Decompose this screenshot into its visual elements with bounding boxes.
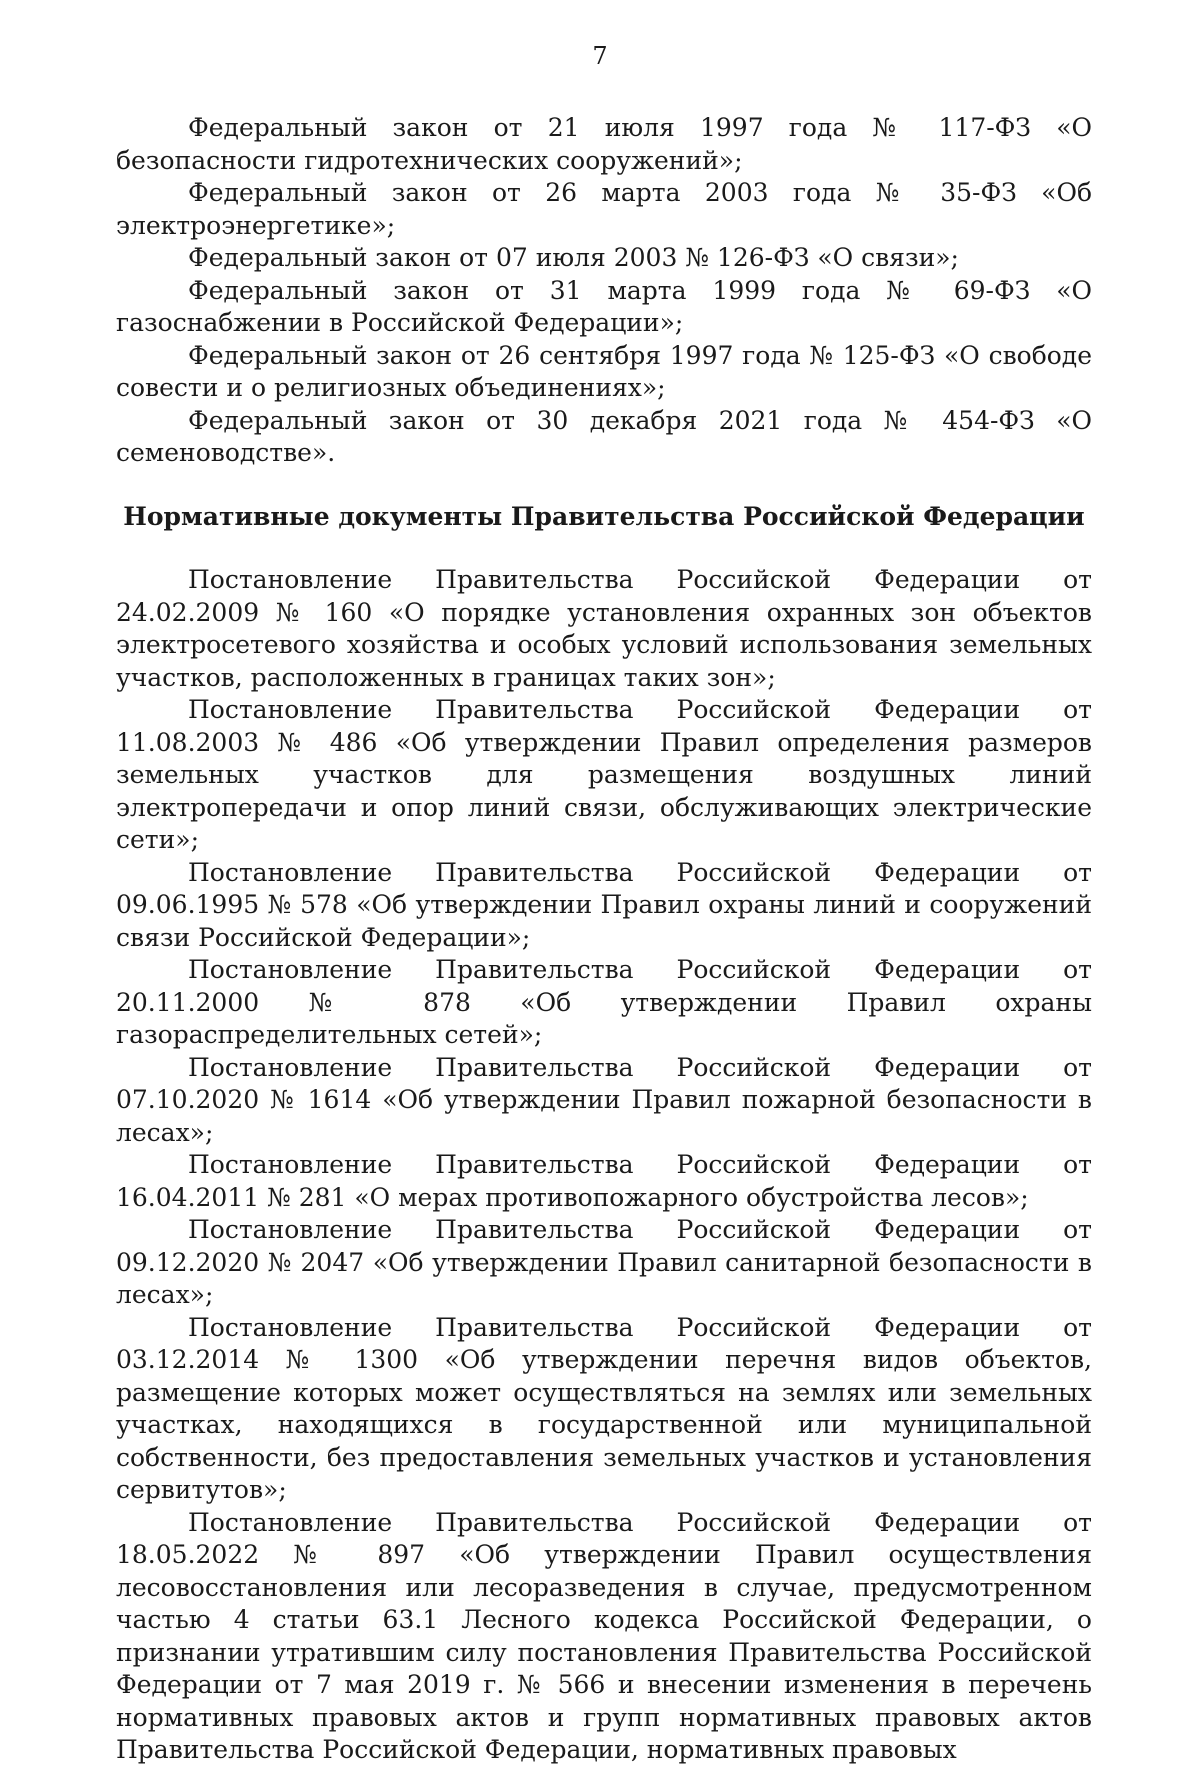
government-resolutions-list xyxy=(116,564,1092,1767)
resolution-item: Постановление Правительства Российской Федерации от 03.12.2014 № 1300 «Об утверждении перечня видов объектов, размещение которых может осуществляться на землях или земельных участках, находящихся в государственной или муниципальной собственности, без предоставления земельных участков и установления сервитутов»; xyxy=(116,1312,1092,1504)
document-body xyxy=(116,112,1092,1767)
section-heading: Нормативные документы Правительства Российской Федерации xyxy=(123,501,1085,531)
resolution-item: Постановление Правительства Российской Федерации от 09.12.2020 № 2047 «Об утверждении Правил санитарной безопасности в лесах»; xyxy=(116,1215,1092,1309)
resolution-item: Постановление Правительства Российской Федерации от 09.06.1995 № 578 «Об утверждении Правил охраны линий и сооружений связи Российской Федерации»; xyxy=(116,857,1092,952)
resolution-item: Постановление Правительства Российской Федерации от 07.10.2020 № 1614 «Об утверждении Правил пожарной безопасности в лесах»; xyxy=(116,1052,1092,1147)
federal-law-item: Федеральный закон от 07 июля 2003 № 126-ФЗ «О связи»; xyxy=(188,243,959,272)
federal-law-item: Федеральный закон от 26 марта 2003 года № 35-ФЗ «Об электроэнергетике»; xyxy=(116,178,1092,240)
federal-law-item: Федеральный закон от 31 марта 1999 года № 69-ФЗ «О газоснабжении в Российской Федерации»; xyxy=(116,275,1092,337)
federal-law-item: Федеральный закон от 21 июля 1997 года № 117-ФЗ «О безопасности гидротехнических сооружений»; xyxy=(116,113,1092,175)
resolution-item: Постановление Правительства Российской Федерации от 11.08.2003 № 486 «Об утверждении Правил определения размеров земельных участков для размещения воздушных линий электропередачи и опор линий связи, обслуживающих электрические сети»; xyxy=(116,695,1092,854)
resolution-item: Постановление Правительства Российской Федерации от 24.02.2009 № 160 «О порядке установления охранных зон объектов электросетевого хозяйства и особых условий использования земельных участков, расположенных в границах таких зон»; xyxy=(116,565,1092,692)
federal-laws-list xyxy=(116,112,1092,470)
page-number: 7 xyxy=(592,42,608,70)
resolution-item: Постановление Правительства Российской Федерации от 20.11.2000 № 878 «Об утверждении Правил охраны газораспределительных сетей»; xyxy=(116,955,1092,1049)
federal-law-item: Федеральный закон от 30 декабря 2021 года № 454-ФЗ «О семеноводстве». xyxy=(116,405,1092,467)
resolution-item: Постановление Правительства Российской Федерации от 18.05.2022 № 897 «Об утверждении Правил осуществления лесовосстановления или лесоразведения в случае, предусмотренном частью 4 статьи 63.1 Лесного кодекса Российской Федерации, о признании утратившим силу постановления Правительства Российской Федерации от 7 мая 2019 г. № 566 и внесении изменения в перечень нормативных правовых актов и групп нормативных правовых актов Правительства Российской Федерации, нормативных правовых xyxy=(116,1507,1092,1764)
federal-law-item: Федеральный закон от 26 сентября 1997 года № 125-ФЗ «О свободе совести и о религиозных объединениях»; xyxy=(116,340,1092,402)
resolution-item: Постановление Правительства Российской Федерации от 16.04.2011 № 281 «О мерах противопожарного обустройства лесов»; xyxy=(116,1150,1092,1212)
